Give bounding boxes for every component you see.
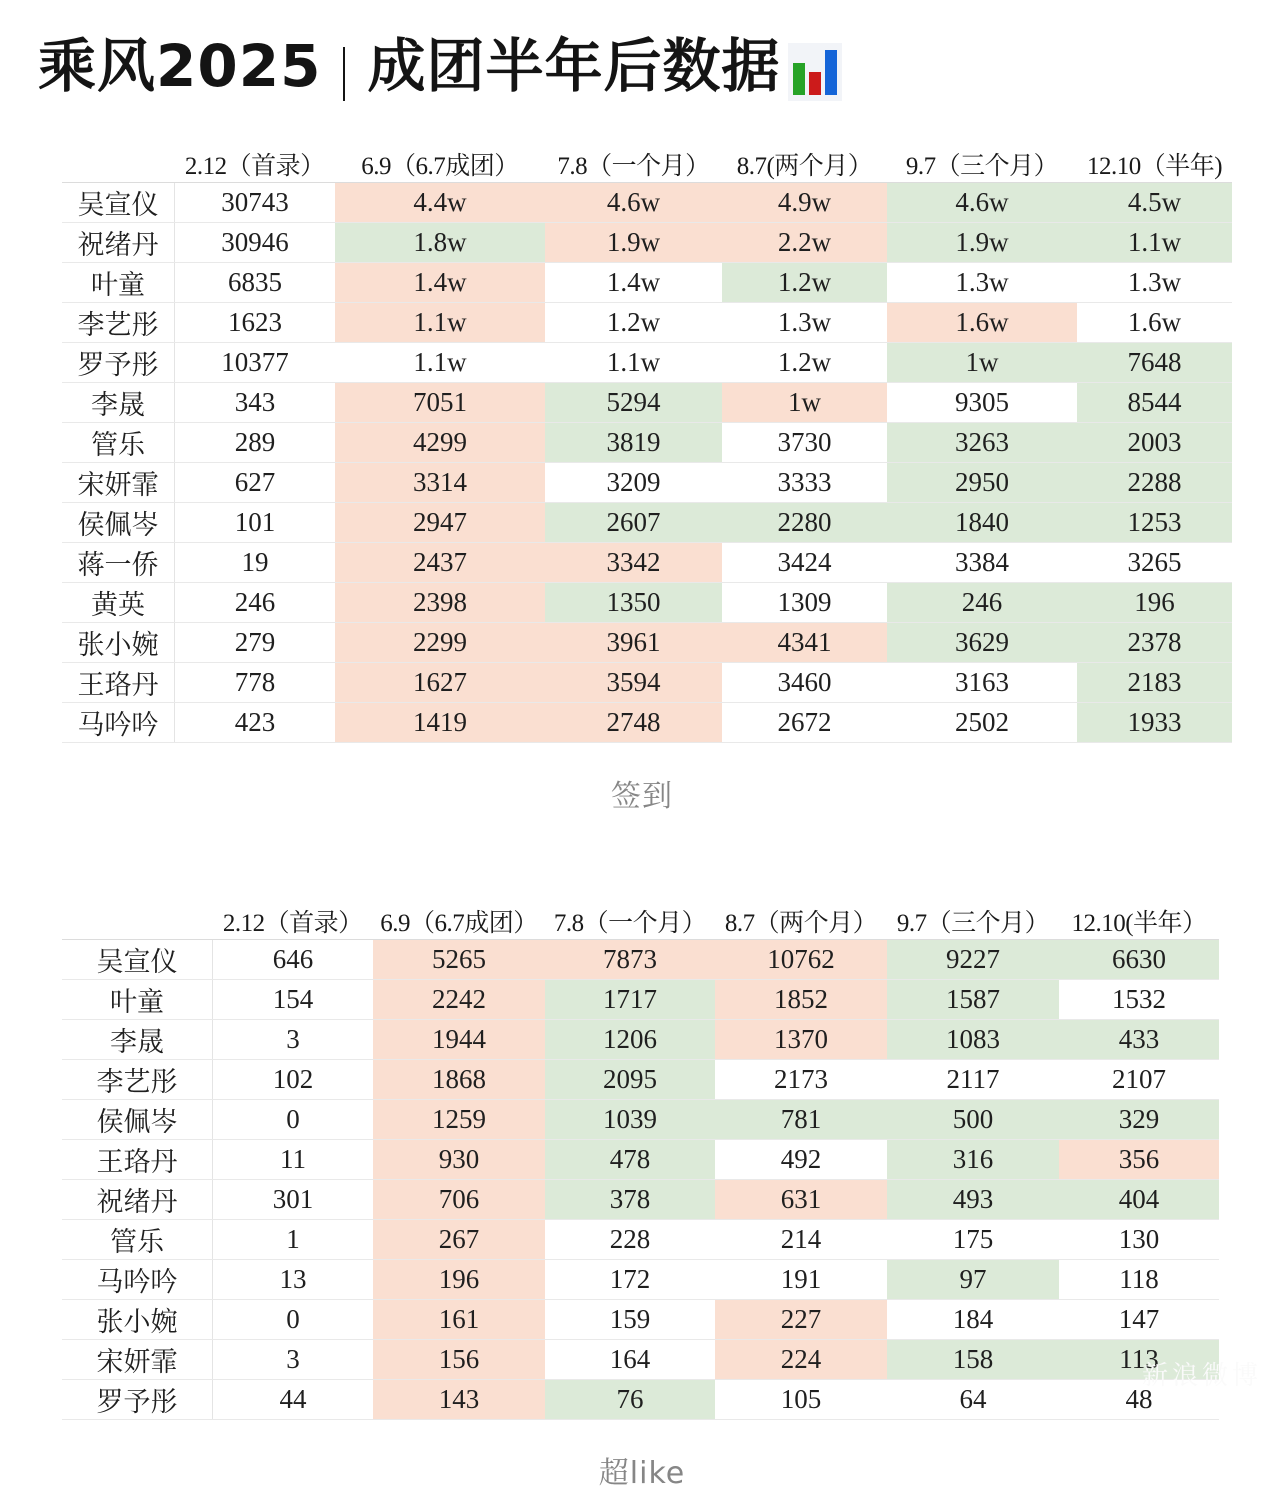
data-cell: 6835: [175, 263, 336, 303]
data-cell: 2003: [1077, 423, 1232, 463]
data-cell: 3314: [335, 463, 545, 503]
row-label: 马吟吟: [62, 1260, 213, 1300]
row-label: 李艺彤: [62, 1060, 213, 1100]
data-cell: 2.2w: [722, 223, 887, 263]
data-cell: 433: [1059, 1020, 1219, 1060]
data-cell: 8544: [1077, 383, 1232, 423]
row-label: 罗予彤: [62, 1380, 213, 1420]
checkin-table: [62, 146, 1232, 743]
data-cell: 1933: [1077, 703, 1232, 743]
data-cell: 1868: [373, 1060, 545, 1100]
data-cell: 105: [715, 1380, 887, 1420]
data-cell: 3819: [545, 423, 722, 463]
data-cell: 1.3w: [722, 303, 887, 343]
checkin-table-body: [62, 183, 1232, 743]
table-row: [62, 1020, 1219, 1060]
row-label: 王珞丹: [62, 1140, 213, 1180]
data-cell: 279: [175, 623, 336, 663]
superlike-table-block: [62, 903, 1284, 1420]
data-cell: 130: [1059, 1220, 1219, 1260]
data-cell: 1253: [1077, 503, 1232, 543]
data-cell: 3: [213, 1020, 374, 1060]
data-cell: 10762: [715, 940, 887, 980]
table-row: [62, 940, 1219, 980]
table-row: [62, 1180, 1219, 1220]
data-cell: 4.6w: [545, 183, 722, 223]
table-row: [62, 980, 1219, 1020]
data-cell: 246: [175, 583, 336, 623]
data-cell: 4299: [335, 423, 545, 463]
column-header-3: 8.7（两个月）: [715, 903, 887, 940]
data-cell: 1309: [722, 583, 887, 623]
data-cell: 101: [175, 503, 336, 543]
data-cell: 1.1w: [545, 343, 722, 383]
data-cell: 191: [715, 1260, 887, 1300]
data-cell: 404: [1059, 1180, 1219, 1220]
row-label: 祝绪丹: [62, 223, 175, 263]
data-cell: 2672: [722, 703, 887, 743]
data-cell: 196: [373, 1260, 545, 1300]
data-cell: 3163: [887, 663, 1077, 703]
data-cell: 1w: [722, 383, 887, 423]
data-cell: 3263: [887, 423, 1077, 463]
data-cell: 4341: [722, 623, 887, 663]
data-cell: 2183: [1077, 663, 1232, 703]
data-cell: 9227: [887, 940, 1059, 980]
row-label: 张小婉: [62, 623, 175, 663]
table-row: [62, 1260, 1219, 1300]
row-label: 马吟吟: [62, 703, 175, 743]
data-cell: 118: [1059, 1260, 1219, 1300]
table-row: [62, 183, 1232, 223]
data-cell: 0: [213, 1300, 374, 1340]
data-cell: 44: [213, 1380, 374, 1420]
data-cell: 3424: [722, 543, 887, 583]
data-cell: 227: [715, 1300, 887, 1340]
column-header-5: 12.10(半年）: [1059, 903, 1219, 940]
data-cell: 1.2w: [722, 343, 887, 383]
data-cell: 2107: [1059, 1060, 1219, 1100]
data-cell: 478: [545, 1140, 715, 1180]
data-cell: 2437: [335, 543, 545, 583]
row-label: 祝绪丹: [62, 1180, 213, 1220]
data-cell: 492: [715, 1140, 887, 1180]
data-cell: 3384: [887, 543, 1077, 583]
table-row: [62, 463, 1232, 503]
checkin-table-caption: 签到: [611, 779, 673, 814]
table-row: [62, 423, 1232, 463]
table-row: [62, 263, 1232, 303]
checkin-table-head: [62, 146, 1232, 183]
row-label: 管乐: [62, 1220, 213, 1260]
data-cell: 10377: [175, 343, 336, 383]
table-row: [62, 383, 1232, 423]
row-label: 张小婉: [62, 1300, 213, 1340]
table-row: [62, 303, 1232, 343]
data-cell: 2288: [1077, 463, 1232, 503]
data-cell: 1w: [887, 343, 1077, 383]
data-cell: 3730: [722, 423, 887, 463]
data-cell: 2117: [887, 1060, 1059, 1100]
data-cell: 13: [213, 1260, 374, 1300]
data-cell: 2173: [715, 1060, 887, 1100]
table-header-row: [62, 146, 1232, 183]
row-label: 管乐: [62, 423, 175, 463]
row-label: 黄英: [62, 583, 175, 623]
data-cell: 5294: [545, 383, 722, 423]
page-title-right: 成团半年后数据: [367, 32, 781, 100]
data-cell: 97: [887, 1260, 1059, 1300]
data-cell: 2947: [335, 503, 545, 543]
data-cell: 329: [1059, 1100, 1219, 1140]
table-row: [62, 503, 1232, 543]
data-cell: 2607: [545, 503, 722, 543]
data-cell: 224: [715, 1340, 887, 1380]
data-cell: 3333: [722, 463, 887, 503]
data-cell: 781: [715, 1100, 887, 1140]
column-header-3: 8.7(两个月）: [722, 146, 887, 183]
data-cell: 164: [545, 1340, 715, 1380]
data-cell: 1.4w: [335, 263, 545, 303]
data-cell: 196: [1077, 583, 1232, 623]
row-label: 蒋一侨: [62, 543, 175, 583]
data-cell: 1.9w: [887, 223, 1077, 263]
data-cell: 930: [373, 1140, 545, 1180]
data-cell: 19: [175, 543, 336, 583]
data-cell: 356: [1059, 1140, 1219, 1180]
page-title-left: 乘风2025: [38, 32, 322, 100]
row-label: 吴宣仪: [62, 183, 175, 223]
table-corner-header: [62, 146, 175, 183]
data-cell: 1259: [373, 1100, 545, 1140]
column-header-4: 9.7（三个月）: [887, 146, 1077, 183]
data-cell: 1.4w: [545, 263, 722, 303]
table-row: [62, 1100, 1219, 1140]
table-row: [62, 663, 1232, 703]
data-cell: 1852: [715, 980, 887, 1020]
data-cell: 2378: [1077, 623, 1232, 663]
data-cell: 316: [887, 1140, 1059, 1180]
data-cell: 1.1w: [335, 343, 545, 383]
column-header-4: 9.7（三个月）: [887, 903, 1059, 940]
table-corner-header: [62, 903, 213, 940]
data-cell: 1.6w: [887, 303, 1077, 343]
data-cell: 30743: [175, 183, 336, 223]
data-cell: 6630: [1059, 940, 1219, 980]
table-header-row: [62, 903, 1219, 940]
column-header-1: 6.9（6.7成团）: [335, 146, 545, 183]
data-cell: 1.3w: [887, 263, 1077, 303]
data-cell: 158: [887, 1340, 1059, 1380]
data-cell: 2950: [887, 463, 1077, 503]
data-cell: 1083: [887, 1020, 1059, 1060]
data-cell: 1587: [887, 980, 1059, 1020]
data-cell: 646: [213, 940, 374, 980]
data-cell: 4.6w: [887, 183, 1077, 223]
data-cell: 423: [175, 703, 336, 743]
data-cell: 4.4w: [335, 183, 545, 223]
table-row: [62, 543, 1232, 583]
data-cell: 289: [175, 423, 336, 463]
data-cell: 184: [887, 1300, 1059, 1340]
data-cell: 2502: [887, 703, 1077, 743]
column-header-1: 6.9（6.7成团）: [373, 903, 545, 940]
data-cell: 64: [887, 1380, 1059, 1420]
watermark: 新浪微博: [1141, 1361, 1262, 1391]
data-cell: 0: [213, 1100, 374, 1140]
data-cell: 2748: [545, 703, 722, 743]
bar-chart-emoji-blue-bar: [825, 50, 837, 95]
data-cell: 1370: [715, 1020, 887, 1060]
column-header-2: 7.8（一个月）: [545, 146, 722, 183]
data-cell: 631: [715, 1180, 887, 1220]
checkin-table-block: [62, 146, 1284, 743]
data-cell: 1.2w: [545, 303, 722, 343]
data-cell: 2280: [722, 503, 887, 543]
title-separator: [343, 47, 345, 101]
data-cell: 154: [213, 980, 374, 1020]
data-cell: 2095: [545, 1060, 715, 1100]
superlike-table: [62, 903, 1219, 1420]
table-row: [62, 583, 1232, 623]
data-cell: 4.9w: [722, 183, 887, 223]
data-cell: 30946: [175, 223, 336, 263]
data-cell: 7648: [1077, 343, 1232, 383]
row-label: 叶童: [62, 263, 175, 303]
data-cell: 500: [887, 1100, 1059, 1140]
table-row: [62, 1380, 1219, 1420]
data-cell: 9305: [887, 383, 1077, 423]
page-title: [0, 0, 1284, 100]
data-cell: 627: [175, 463, 336, 503]
data-cell: 113: [1059, 1340, 1219, 1380]
data-cell: 1.9w: [545, 223, 722, 263]
data-cell: 228: [545, 1220, 715, 1260]
data-cell: 1419: [335, 703, 545, 743]
table-row: [62, 223, 1232, 263]
row-label: 李艺彤: [62, 303, 175, 343]
data-cell: 1206: [545, 1020, 715, 1060]
data-cell: 1.1w: [1077, 223, 1232, 263]
column-header-0: 2.12（首录）: [175, 146, 336, 183]
data-cell: 3460: [722, 663, 887, 703]
bar-chart-emoji-green-bar: [793, 63, 805, 95]
data-cell: 378: [545, 1180, 715, 1220]
row-label: 吴宣仪: [62, 940, 213, 980]
column-header-5: 12.10（半年): [1077, 146, 1232, 183]
data-cell: 1.1w: [335, 303, 545, 343]
data-cell: 4.5w: [1077, 183, 1232, 223]
row-label: 宋妍霏: [62, 1340, 213, 1380]
table-row: [62, 1220, 1219, 1260]
data-cell: 1717: [545, 980, 715, 1020]
data-cell: 161: [373, 1300, 545, 1340]
data-cell: 48: [1059, 1380, 1219, 1420]
row-label: 叶童: [62, 980, 213, 1020]
table-row: [62, 1140, 1219, 1180]
data-cell: 3594: [545, 663, 722, 703]
data-cell: 1623: [175, 303, 336, 343]
table-row: [62, 623, 1232, 663]
table-row: [62, 1300, 1219, 1340]
table-row: [62, 343, 1232, 383]
data-cell: 214: [715, 1220, 887, 1260]
data-cell: 1.8w: [335, 223, 545, 263]
data-cell: 267: [373, 1220, 545, 1260]
bar-chart-emoji: [788, 43, 842, 101]
row-label: 侯佩岑: [62, 503, 175, 543]
row-label: 侯佩岑: [62, 1100, 213, 1140]
bar-chart-emoji-red-bar: [809, 72, 821, 95]
data-cell: 1840: [887, 503, 1077, 543]
data-cell: 1.3w: [1077, 263, 1232, 303]
data-cell: 3961: [545, 623, 722, 663]
data-cell: 3629: [887, 623, 1077, 663]
data-cell: 343: [175, 383, 336, 423]
row-label: 王珞丹: [62, 663, 175, 703]
data-cell: 3209: [545, 463, 722, 503]
data-cell: 3342: [545, 543, 722, 583]
data-cell: 706: [373, 1180, 545, 1220]
data-cell: 1.6w: [1077, 303, 1232, 343]
data-cell: 7873: [545, 940, 715, 980]
data-cell: 2398: [335, 583, 545, 623]
data-cell: 2299: [335, 623, 545, 663]
data-cell: 7051: [335, 383, 545, 423]
table-row: [62, 1340, 1219, 1380]
data-cell: 147: [1059, 1300, 1219, 1340]
data-cell: 1627: [335, 663, 545, 703]
table-row: [62, 703, 1232, 743]
data-cell: 1: [213, 1220, 374, 1260]
row-label: 宋妍霏: [62, 463, 175, 503]
data-cell: 3: [213, 1340, 374, 1380]
data-cell: 143: [373, 1380, 545, 1420]
data-cell: 76: [545, 1380, 715, 1420]
data-cell: 1039: [545, 1100, 715, 1140]
data-cell: 1532: [1059, 980, 1219, 1020]
data-cell: 1944: [373, 1020, 545, 1060]
row-label: 李晟: [62, 383, 175, 423]
data-cell: 159: [545, 1300, 715, 1340]
data-cell: 175: [887, 1220, 1059, 1260]
data-cell: 3265: [1077, 543, 1232, 583]
row-label: 李晟: [62, 1020, 213, 1060]
data-cell: 2242: [373, 980, 545, 1020]
data-cell: 493: [887, 1180, 1059, 1220]
data-cell: 11: [213, 1140, 374, 1180]
column-header-0: 2.12（首录）: [213, 903, 374, 940]
column-header-2: 7.8（一个月）: [545, 903, 715, 940]
data-cell: 5265: [373, 940, 545, 980]
data-cell: 156: [373, 1340, 545, 1380]
data-cell: 1.2w: [722, 263, 887, 303]
data-cell: 778: [175, 663, 336, 703]
data-cell: 246: [887, 583, 1077, 623]
superlike-table-caption: 超like: [598, 1456, 686, 1491]
data-cell: 301: [213, 1180, 374, 1220]
data-cell: 102: [213, 1060, 374, 1100]
superlike-table-head: [62, 903, 1219, 940]
table-row: [62, 1060, 1219, 1100]
data-cell: 172: [545, 1260, 715, 1300]
data-cell: 1350: [545, 583, 722, 623]
superlike-table-body: [62, 940, 1219, 1420]
row-label: 罗予彤: [62, 343, 175, 383]
